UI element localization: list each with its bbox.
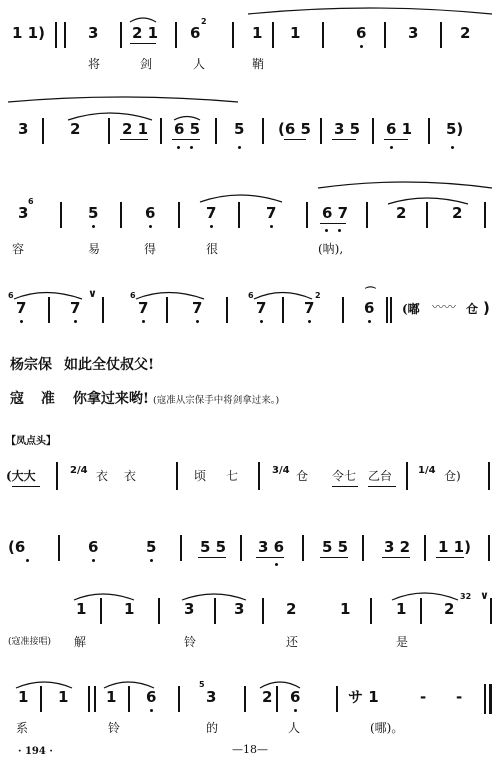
percussion-syllable: 仓 — [466, 302, 479, 316]
note: 3 — [206, 688, 217, 706]
note: 3 — [88, 24, 99, 42]
lyric-char: 得 — [144, 242, 157, 256]
slur — [318, 182, 492, 188]
breath-mark: ∨ — [480, 589, 489, 602]
note: 2 — [286, 600, 297, 618]
note-group: 1 1) — [12, 24, 45, 42]
lyric-char: 是 — [396, 635, 409, 649]
note: 1 — [290, 24, 301, 42]
note: 7 — [192, 299, 203, 317]
note: 7 — [266, 204, 277, 222]
note: 1 — [106, 688, 117, 706]
role-name: 寇 准 — [10, 391, 61, 407]
percussion-syllable: 令七 — [332, 469, 357, 483]
note-group: 1 1) — [438, 538, 471, 556]
slur — [136, 293, 204, 300]
note: 3 — [408, 24, 419, 42]
slur — [200, 195, 282, 202]
page-number-center: —18— — [232, 743, 268, 756]
percussion-syllable: (嘟 — [402, 302, 420, 316]
note: 1 — [58, 688, 69, 706]
stage-direction: (寇准从宗保手中将剑拿过来。) — [153, 395, 280, 406]
percussion-syllable: 七 — [226, 469, 239, 483]
slur — [14, 293, 82, 300]
percussion-syllable: 衣 — [124, 469, 137, 483]
note: 2 — [460, 24, 471, 42]
slur — [260, 682, 300, 688]
note-group: (6 5 — [278, 120, 311, 138]
lyric-char: (呐), — [318, 242, 344, 256]
note: 1 — [396, 600, 407, 618]
note: 1 — [340, 600, 351, 618]
note: 6 — [146, 688, 157, 706]
note: 3 — [184, 600, 195, 618]
tremolo-dash: 〰〰 — [432, 300, 457, 314]
slur — [68, 113, 152, 120]
note: (6 — [8, 538, 26, 556]
slur — [8, 97, 238, 102]
percussion-syllable: 衣 — [96, 469, 109, 483]
note: 1 — [76, 600, 87, 618]
grace-note: 5 — [199, 680, 205, 689]
lyric-char: 将 — [88, 57, 101, 71]
note: 3 — [234, 600, 245, 618]
lyric-char: 的 — [206, 721, 219, 735]
lyric-char: 人 — [288, 721, 301, 735]
note: 6 — [190, 24, 201, 42]
note: 6 — [88, 538, 99, 556]
note-group: 3 6 — [258, 538, 285, 556]
speech-text: 你拿过来哟! — [72, 391, 150, 407]
note: 6 — [364, 299, 375, 317]
note-group: 3 5 — [334, 120, 361, 138]
slur — [130, 18, 156, 22]
breath-mark: ∨ — [88, 287, 97, 300]
extension-dash: - — [456, 688, 463, 706]
lyric-char: 鞘 — [252, 57, 265, 71]
note-group: 6 7 — [322, 204, 349, 222]
note: 5 — [88, 204, 99, 222]
slur — [74, 594, 134, 600]
slur — [248, 8, 492, 14]
grace-note: 2 — [201, 17, 207, 26]
slur — [16, 682, 72, 688]
note: 5) — [446, 120, 464, 138]
lyric-char: 容 — [12, 242, 25, 256]
note: 6 — [290, 688, 301, 706]
time-signature: 1/4 — [418, 465, 436, 476]
note-group: 2 1 — [132, 24, 159, 42]
grace-note: 32 — [460, 592, 472, 601]
slur — [104, 682, 154, 688]
note-group: 3 2 — [384, 538, 411, 556]
note: 7 — [256, 299, 267, 317]
percussion-syllable: 仓 — [296, 469, 309, 483]
percussion-syllable: 顷 — [194, 469, 207, 483]
grace-note: 2 — [315, 291, 321, 300]
fermata-mark: ⌒ — [365, 286, 376, 299]
close-paren: ) — [483, 299, 490, 317]
note: 7 — [138, 299, 149, 317]
percussion-syllable: (大大 — [6, 469, 36, 483]
note-group: 5 5 — [322, 538, 349, 556]
speech-text: 如此全仗叔父! — [64, 357, 155, 373]
singer-cue: (寇准接唱) — [8, 637, 52, 647]
time-signature: 2/4 — [70, 465, 88, 476]
note: 7 — [206, 204, 217, 222]
note: 3 — [18, 204, 29, 222]
note: 2 — [70, 120, 81, 138]
note: 1 — [124, 600, 135, 618]
note-group: 2 1 — [122, 120, 149, 138]
note-group: 6 5 — [174, 120, 201, 138]
grace-note: 6 — [130, 291, 136, 300]
grace-note: 6 — [8, 291, 14, 300]
lyric-char: 系 — [16, 721, 29, 735]
page-number-left: · 194 · — [18, 746, 53, 757]
slur — [388, 198, 468, 204]
note: 2 — [262, 688, 273, 706]
note: 6 — [145, 204, 156, 222]
lyric-char: 很 — [206, 242, 219, 256]
slur — [174, 117, 200, 121]
lyric-char: 铃 — [184, 635, 197, 649]
lyric-char: 人 — [193, 57, 206, 71]
lyric-char: 易 — [88, 242, 101, 256]
lyric-char: 解 — [74, 635, 87, 649]
percussion-syllable: 仓) — [444, 469, 461, 483]
note: 2 — [452, 204, 463, 222]
note: 6 — [356, 24, 367, 42]
note: 1 — [18, 688, 29, 706]
note: 7 — [16, 299, 27, 317]
slur — [254, 293, 312, 300]
lyric-char: (哪)。 — [370, 721, 404, 735]
note: サ 1 — [348, 688, 379, 706]
percussion-syllable: 乙台 — [368, 469, 393, 483]
slur — [182, 594, 246, 600]
grace-note: 6 — [28, 197, 34, 206]
slur — [392, 593, 458, 600]
role-name: 杨宗保 — [10, 357, 52, 373]
lyric-char: 铃 — [108, 721, 121, 735]
note-group: 5 5 — [200, 538, 227, 556]
note: 3 — [18, 120, 29, 138]
section-label: 【凤点头】 — [6, 436, 56, 447]
lyric-char: 剑 — [140, 57, 153, 71]
time-signature: 3/4 — [272, 465, 290, 476]
note-group: 6 1 — [386, 120, 413, 138]
note: 7 — [70, 299, 81, 317]
note: 5 — [234, 120, 245, 138]
note: 2 — [396, 204, 407, 222]
note: 5 — [146, 538, 157, 556]
grace-note: 6 — [248, 291, 254, 300]
extension-dash: - — [420, 688, 427, 706]
note: 2 — [444, 600, 455, 618]
lyric-char: 还 — [286, 635, 299, 649]
note: 1 — [252, 24, 263, 42]
note: 7 — [304, 299, 315, 317]
